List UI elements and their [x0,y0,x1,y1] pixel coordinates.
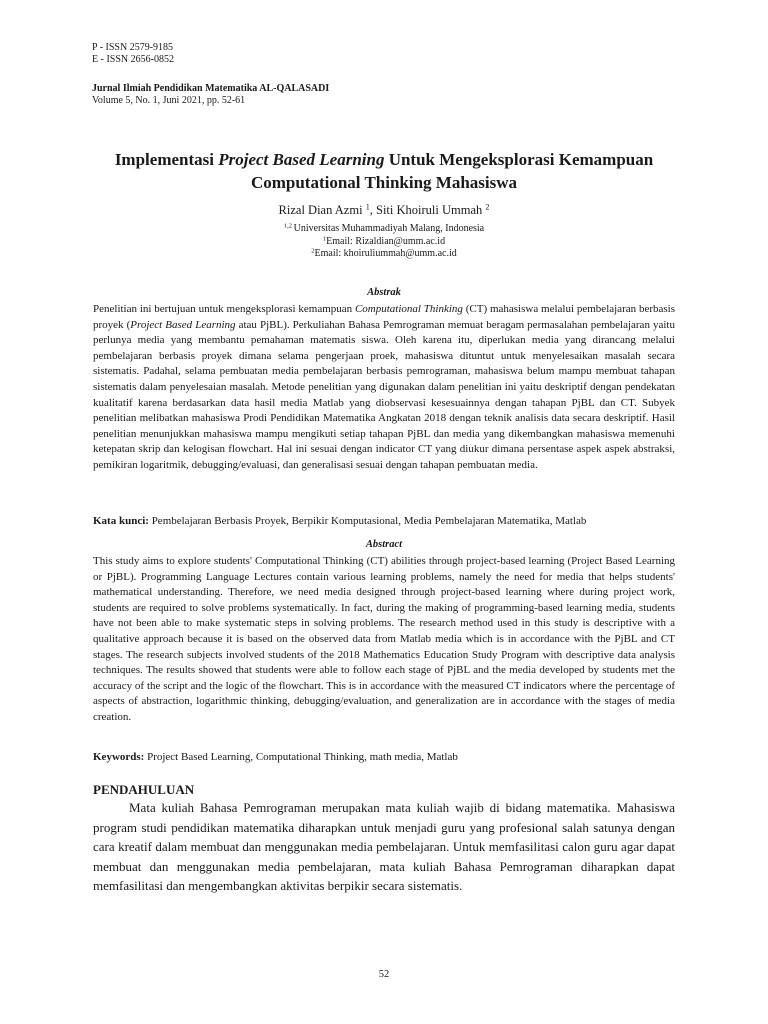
abstrak-text-5: atau PjBL). Perkuliahan Bahasa Pemrograman memuat beragam permasalahan pembelajaran yaitu perlunya media yang membantu pemahaman matematis siswa. Oleh karena itu, diperlukan media yang dirancang melalui pembelajaran berbasis proyek dimana selama pengerjaan proek, mahasiswa dituntut untuk menyelesaikan masalah secara sistematis. Padahal, selama pembuatan media pembelajaran berbasis pemrograman, mahasiswa belum mampu membuat tahapan sistematis dalam penyelesaian masalah. Metode penelitian yang digunakan dalam penelitian ini yaitu deskriptif dengan pendekatan kualitatif karena berdasarkan data hasil media Matlab yang diobservasi kesesuainnya dengan tahapan PjBL dan CT. Subyek penelitian melibatkan mahasiswa Prodi Pendidikan Matematika Angkatan 2018 dengan teknik analisis data secara deskriptif. Hasil penelitian menunjukkan mahasiswa mampu mengikuti setiap tahapan PjBL dan media yang dikembangkan mahasiswa memenuhi ketepatan skrip dan kelogisan flowchart. Hal ini sesuai dengan indicator CT yang diukur dimana persentase aspek aspek abstraksi, pemikiran logaritmik, debugging/evaluasi, dan generalisasi sesuai dengan tahapan pembuatan media. [93,318,675,471]
section-heading-pendahuluan: PENDAHULUAN [93,782,195,797]
author-separator: , [369,203,376,217]
keywords-text: Project Based Learning, Computational Thinking, math media, Matlab [144,751,458,763]
abstrak-text-4: Project Based Learning [130,318,236,331]
kata-kunci-label: Kata kunci: [93,515,149,527]
abstrak-text-2: Computational Thinking [354,303,463,315]
journal-name: Jurnal Ilmiah Pendidikan Matematika AL-QALASADI [92,83,330,94]
abstrak-body [93,302,675,474]
issn-block [92,42,174,65]
keywords [93,750,675,766]
abstract-heading: Abstract [365,539,403,550]
abstrak-heading: Abstrak [367,287,401,298]
affiliation-email-1 [0,236,768,249]
author-2-sup: 2 [485,202,490,212]
abstract-body: This study aims to explore students' Computational Thinking (CT) abilities through project-based learning (Project Based Learning or PjBL). Programming Language Lectures contain various learning problems, namely the need for media that helps students' mathematical understanding. Therefore, we need media designed through project-based learning where during project work, students are required to solve problems systematically. In fact, during the making of programming-based learning media, students have not been able to make systematic steps in solving problems. The research method used in this study is descriptive with a qualitative approach because it is based on the observed data from Matlab media which is in accordance with the PjBL and CT stages. The research subjects involved students of the 2018 Mathematics Education Study Program with descriptive data analysis techniques. The results showed that students were able to follow each stage of PjBL and the media developed by students met the accuracy of the script and the logic of the flowchart. This is in accordance with the measured CT indicators where the percentage of aspects of abstraction, logarithmic thinking, debugging/evaluation, and generalization are in accordance with the stages of media creation. [93,555,675,723]
affiliation-email-2 [0,248,768,261]
authors [0,203,768,218]
kata-kunci [93,514,675,530]
email-1-text: Email: Rizaldian@umm.ac.id [326,235,446,247]
intro-text: Mata kuliah Bahasa Pemrograman merupakan mata kuliah wajib di bidang matematika. Mahasiswa program studi pendidikan matematika diharapkan untuk menjadi guru yang profesional salah satunya dengan cara kreatif dalam membuat dan menggunakan media pembelajaran. Untuk memfasilitasi calon guru agar dapat membuat dan menggunakan media pembelajaran, mata kuliah Bahasa Pemrograman diharapkan dapat memfasilitasi dan mengembangkan aktivitas berpikir secara sistematis. [93,800,675,894]
journal-volume: Volume 5, No. 1, Juni 2021, pp. 52-61 [92,94,246,106]
email-2-sup: 2 [311,247,315,255]
author-1-sup: 1 [365,202,370,212]
author-1: Rizal Dian Azmi [278,203,366,217]
page-number: 52 [378,969,390,980]
university-name: Universitas Muhammadiyah Malang, Indonesia [293,223,485,234]
electronic-issn: E - ISSN 2656-0852 [92,53,174,65]
email-1-sup: 1 [322,234,327,242]
intro-paragraph [93,798,675,896]
keywords-label: Keywords: [93,751,145,763]
title-part-2: Project Based Learning [218,150,385,169]
abstrak-text-3: (CT) mahasiswa melalui pembelajaran berbasis proyek ( [93,303,675,331]
title-part-3: Untuk Mengeksplorasi Kemampuan Computational Thinking Mahasiswa [250,150,654,192]
email-2-text: Email: khoiruliummah@umm.ac.id [314,248,457,259]
affiliations [0,223,768,261]
affiliation-sup: 1,2 [283,222,294,230]
kata-kunci-text: Pembelajaran Berbasis Proyek, Berpikir Komputasional, Media Pembelajaran Matematika, Matlab [148,515,587,527]
title-part-1: Implementasi [114,150,219,169]
abstrak-text-1: Penelitian ini bertujuan untuk mengeksplorasi kemampuan [93,303,355,315]
journal-info [92,83,329,106]
author-2: Siti Khoiruli Ummah [376,203,486,217]
affiliation-university [0,223,768,236]
paper-title [80,148,688,194]
print-issn: P - ISSN 2579-9185 [92,42,174,53]
